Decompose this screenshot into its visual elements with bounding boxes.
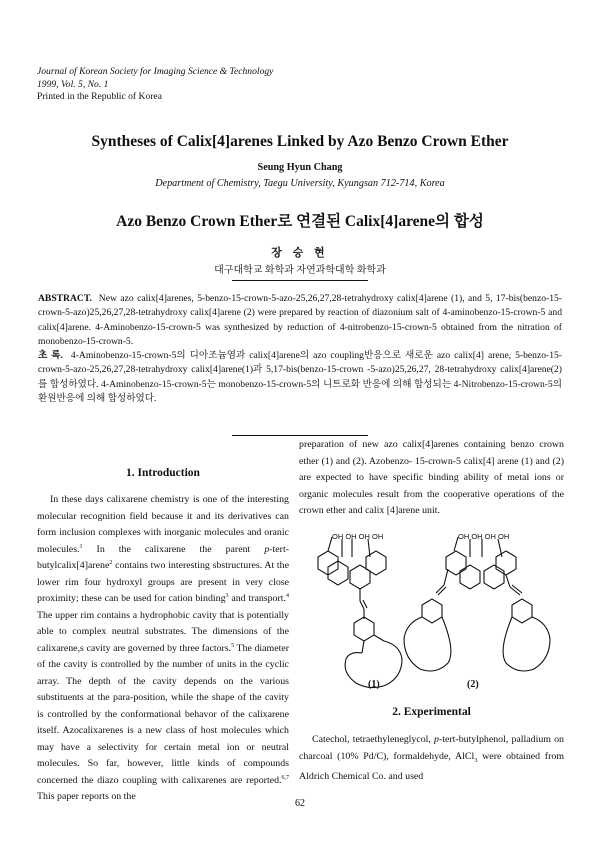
experimental-heading: 2. Experimental (392, 706, 471, 718)
abstract-label: ABSTRACT. (38, 293, 92, 304)
structure-label-2: (2) (467, 679, 479, 690)
affiliation-korean: 대구대학교 화학과 자연과학대학 화학과 (214, 265, 386, 276)
abstract-english (38, 292, 562, 349)
introduction-paragraph: In these days calixarene chemistry is one of the interesting molecular recognition field because it and its derivatives can form inclusion complexes with inorganic molecules and oranic molecules.$^1$ In the calixarene the parent p-tert-butylcalix[4]arene$^2$ contains two interesting sbstructures. At the lower rim four hydroxyl groups are present in very close proximity; these can be used for cation binding$^3$ and transport.$^4$ The upper rim contains a hydrophobic cavity that is potentially able to complex neutral substrates. The dimensions of the calixarene,s cavity are governed by three factors.$^5$ The diameter of the cavity is controlled by the number of units in the cyclic array. The depth of the cavity depends on the various substituents at the para-position, while the shape of the cavity is controlled by the conformational behavor of the calixarene itself. Azocalixarenes is a new class of host molecules which may have a selectivity for certain metal ion or neutral molecules. So far, however, little kinds of compounds concerned the diazo coupling with calixarenes are reported.$^{6,7}$ This paper reports on the (37, 494, 290, 802)
experimental-paragraph: Catechol, tetraethyleneglycol, p-tert-butylphenol, palladium on charcoal (10% Pd/C), formaldehyde, AlCl$_3$ were obtained from Aldrich Chemical Co. and used (299, 734, 565, 782)
korean-abstract-label: 초 록. (38, 350, 63, 362)
structure-2 (404, 537, 550, 671)
abstract-block (38, 292, 562, 406)
abstract-korean (38, 349, 562, 406)
journal-name: Journal of Korean Society for Imaging Science & Technology (37, 66, 274, 77)
azo-calixarene-structures (298, 527, 566, 699)
journal-header (37, 66, 273, 104)
introduction-column (37, 492, 289, 806)
structure-label-1: (1) (368, 679, 380, 690)
oh-label-2: OH OH OH OH (458, 532, 510, 541)
introduction-heading: 1. Introduction (126, 467, 200, 479)
paper-title-korean: Azo Benzo Crown Ether로 연결된 Calix[4]arene의 합성 (116, 213, 484, 230)
intro-continuation (299, 437, 564, 520)
title-divider (232, 280, 368, 281)
intro-paragraph-2: preparation of new azo calix[4]arenes containing benzo crown ether (1) and (2). Azobenzo- 15-crown-5 calix[4] arene (1) and (2) are expected to have specific binding ability of metal ions or organic molecules result from the cooperative operations of the crown ether and calix [4]arene unit. (299, 439, 564, 516)
affiliation-english: Department of Chemistry, Taegu University, Kyungsan 712-714, Korea (155, 178, 445, 189)
journal-volume: 1999, Vol. 5, No. 1 (37, 78, 109, 90)
author-english: Seung Hyun Chang (257, 162, 343, 173)
printed-note: Printed in the Republic of Korea (37, 91, 162, 102)
abstract-text: New azo calix[4]arenes, 5-benzo-15-crown-5-azo-25,26,27,28-tetrahydroxy calix[4]arene (1), and 5, 17-bis(benzo-15-crown-5-azo)25,26,27,28-tetrahydroxy calix[4]arene (2) were prepared by reaction of diazonium salt of 4-aminobenzo-15-crown-5 and calix[4]arene. 4-Aminobenzo-15-crown-5 was synthesized by reduction of 4-nitrobenzo-15-crown-5 obtained from the nitration of monobenzo-15-crown-5. (38, 293, 562, 347)
korean-abstract-text: 4-Aminobenzo-15-crown-5의 디아조늄염과 calix[4]arene의 azo coupling반응으로 새로운 azo calix[4] arene, 5-benzo-15-crown-5-azo-25,26,27,28-tetrahydroxy calix[4]arene(1)과 5,17-bis(benzo-15-crown -5-azo)25,26,27, 28-tetrahydroxy calix[4]arene(2)를 합성하였다. 4-Aminobenzo-15-crown-5는 monobenzo-15-crown-5의 니트로화 반응에 의해 합성되는 4-Nitrobenzo-15-crown-5의 환원반응에 의해 합성하였다. (38, 350, 562, 405)
abstract-divider (232, 435, 368, 436)
page-number: 62 (295, 798, 305, 809)
experimental-column (299, 732, 564, 785)
author-korean: 장 승 현 (271, 247, 329, 259)
paper-title-english: Syntheses of Calix[4]arenes Linked by Azo Benzo Crown Ether (91, 133, 509, 150)
structure-1 (318, 537, 402, 688)
oh-label-1: OH OH OH OH (332, 532, 384, 541)
